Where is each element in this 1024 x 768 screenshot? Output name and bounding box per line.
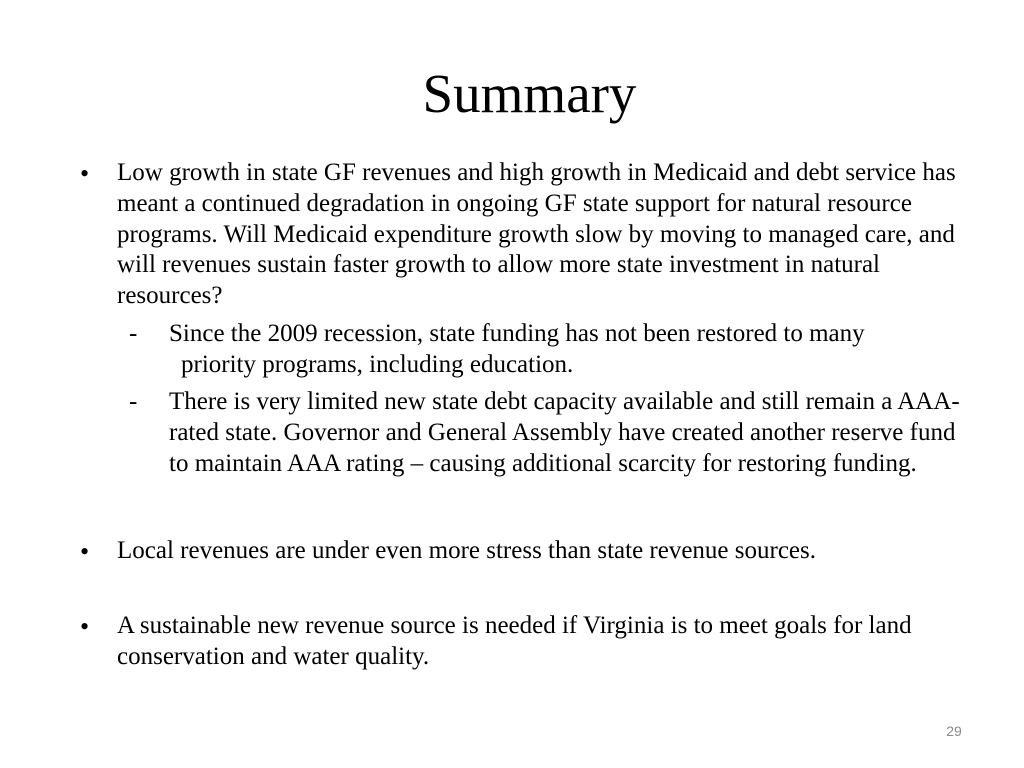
- bullet-text: A sustainable new revenue source is needed if Virginia is to meet goals for land conservation and water quality.: [117, 612, 912, 670]
- bullet-text: Local revenues are under even more stress than state revenue sources.: [117, 537, 816, 564]
- dash-icon: -: [129, 320, 138, 347]
- bullet-text: Low growth in state GF revenues and high growth in Medicaid and debt service has meant a continued degradation in ongoing GF state support for natural resource programs. Will Medicaid expenditure growth slow by moving to managed care, and will revenues sustain faster growth to allow more state investment in natural resources?: [117, 159, 956, 310]
- page-number: 29: [946, 723, 962, 739]
- bullet-icon: •: [80, 159, 90, 188]
- slide-title: Summary: [422, 63, 637, 124]
- sub-bullet-line: Since the 2009 recession, state funding has not been restored to many: [169, 320, 865, 347]
- bullet-icon: •: [80, 612, 90, 641]
- sub-bullet-line: priority programs, including education.: [181, 350, 574, 378]
- sub-bullet-text: [169, 319, 989, 381]
- bullet-icon: •: [80, 537, 90, 566]
- sub-bullet-text: There is very limited new state debt capacity available and still remain a AAA-rated state. Governor and General Assembly have created another reserve fund to maintain AAA rating – causing additional scarcity for restoring funding.: [169, 388, 960, 477]
- dash-icon: -: [129, 388, 138, 415]
